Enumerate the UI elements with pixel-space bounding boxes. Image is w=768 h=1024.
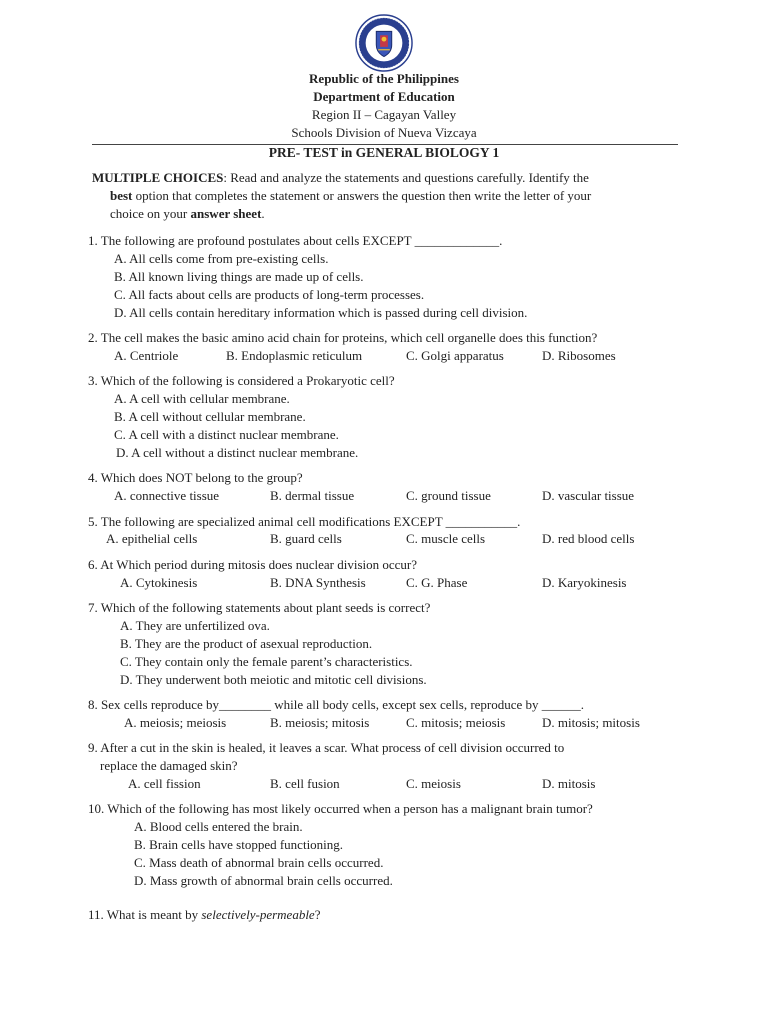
- question-7-option-a: A. They are unfertilized ova.: [120, 618, 270, 633]
- instructions-answer-sheet: answer sheet: [190, 206, 262, 221]
- question-11-stem: [88, 906, 320, 924]
- question-1-option-a: A. All cells come from pre-existing cells.: [114, 251, 329, 266]
- instructions: [92, 169, 682, 223]
- question-2-option-d: D. Ribosomes: [542, 348, 616, 363]
- header-republic: Republic of the Philippines: [309, 71, 459, 86]
- instructions-lead: MULTIPLE CHOICES: [92, 170, 224, 185]
- question-7-stem: 7. Which of the following statements about plant seeds is correct?: [88, 600, 431, 615]
- question-1-option-b: B. All known living things are made up of cells.: [114, 269, 364, 284]
- question-9-option-a: A. cell fission: [128, 776, 201, 791]
- instructions-line-2: [92, 187, 682, 205]
- deped-seal-icon: [355, 14, 413, 72]
- header-division: Schools Division of Nueva Vizcaya: [291, 125, 477, 140]
- header-department: Department of Education: [313, 89, 455, 104]
- question-6-option-c: C. G. Phase: [406, 575, 468, 590]
- question-10-option-d: D. Mass growth of abnormal brain cells occurred.: [134, 873, 393, 888]
- question-10-stem: 10. Which of the following has most likely occurred when a person has a malignant brain tumor?: [88, 801, 593, 816]
- question-6-option-b: B. DNA Synthesis: [270, 575, 366, 590]
- question-5-option-b: B. guard cells: [270, 531, 342, 546]
- question-3-option-a: A. A cell with cellular membrane.: [114, 391, 290, 406]
- question-1-option-c: C. All facts about cells are products of long-term processes.: [114, 287, 425, 302]
- question-10-option-b: B. Brain cells have stopped functioning.: [134, 837, 344, 852]
- question-5-option-c: C. muscle cells: [406, 531, 486, 546]
- question-10-option-a: A. Blood cells entered the brain.: [134, 819, 303, 834]
- question-2-stem: 2. The cell makes the basic amino acid chain for proteins, which cell organelle does this function?: [88, 330, 598, 345]
- question-4-option-a: A. connective tissue: [114, 488, 220, 503]
- question-7-option-b: B. They are the product of asexual reproduction.: [120, 636, 373, 651]
- question-9-stem: 9. After a cut in the skin is healed, it leaves a scar. What process of cell division occurred to: [88, 740, 565, 755]
- question-10-option-c: C. Mass death of abnormal brain cells occurred.: [134, 855, 384, 870]
- question-4-stem: 4. Which does NOT belong to the group?: [88, 470, 303, 485]
- question-3-option-c: C. A cell with a distinct nuclear membrane.: [114, 427, 339, 442]
- question-8-option-c: C. mitosis; meiosis: [406, 715, 506, 730]
- question-5-option-a: A. epithelial cells: [106, 531, 198, 546]
- instructions-text: .: [261, 206, 265, 221]
- question-2-option-a: A. Centriole: [114, 348, 179, 363]
- question-9-option-b: B. cell fusion: [270, 776, 340, 791]
- question-5-option-d: D. red blood cells: [542, 531, 635, 546]
- question-11-stem-end: ?: [314, 907, 321, 922]
- question-3-option-b: B. A cell without cellular membrane.: [114, 409, 306, 424]
- question-8-option-b: B. meiosis; mitosis: [270, 715, 370, 730]
- question-6-option-a: A. Cytokinesis: [120, 575, 198, 590]
- question-3-option-d: D. A cell without a distinct nuclear membrane.: [116, 445, 359, 460]
- instructions-text: : Read and analyze the statements and questions carefully. Identify the: [223, 170, 589, 185]
- question-8-stem: 8. Sex cells reproduce by________ while all body cells, except sex cells, reproduce by ______.: [88, 697, 585, 712]
- question-9-option-c: C. meiosis: [406, 776, 461, 791]
- question-6-stem: 6. At Which period during mitosis does nuclear division occur?: [88, 557, 418, 572]
- header-region: Region II – Cagayan Valley: [311, 107, 457, 122]
- instructions-text: choice on your: [110, 206, 191, 221]
- question-7-option-c: C. They contain only the female parent’s characteristics.: [120, 654, 413, 669]
- question-8-option-d: D. mitosis; mitosis: [542, 715, 640, 730]
- question-9-stem-continued: replace the damaged skin?: [100, 758, 238, 773]
- question-2-option-c: C. Golgi apparatus: [406, 348, 504, 363]
- question-11-term: selectively-permeable: [201, 907, 315, 922]
- question-2-option-b: B. Endoplasmic reticulum: [226, 348, 363, 363]
- question-3-stem: 3. Which of the following is considered a Prokaryotic cell?: [88, 373, 395, 388]
- question-7-option-d: D. They underwent both meiotic and mitotic cell divisions.: [120, 672, 427, 687]
- instructions-line-1: [92, 169, 682, 187]
- test-title: PRE- TEST in GENERAL BIOLOGY 1: [268, 145, 500, 160]
- question-9-option-d: D. mitosis: [542, 776, 596, 791]
- instructions-line-3: [92, 205, 682, 223]
- question-6-option-d: D. Karyokinesis: [542, 575, 627, 590]
- question-5-stem: 5. The following are specialized animal cell modifications EXCEPT ___________.: [88, 514, 521, 529]
- question-4-option-c: C. ground tissue: [406, 488, 491, 503]
- instructions-text: option that completes the statement or answers the question then write the letter of your: [132, 188, 592, 203]
- question-8-option-a: A. meiosis; meiosis: [124, 715, 227, 730]
- instructions-best: best: [110, 188, 133, 203]
- question-4-option-d: D. vascular tissue: [542, 488, 635, 503]
- question-1-option-d: D. All cells contain hereditary information which is passed during cell division.: [114, 305, 528, 320]
- question-4-option-b: B. dermal tissue: [270, 488, 355, 503]
- question-1-stem: 1. The following are profound postulates about cells EXCEPT _____________.: [88, 233, 503, 248]
- question-11-stem-text: 11. What is meant by: [88, 907, 202, 922]
